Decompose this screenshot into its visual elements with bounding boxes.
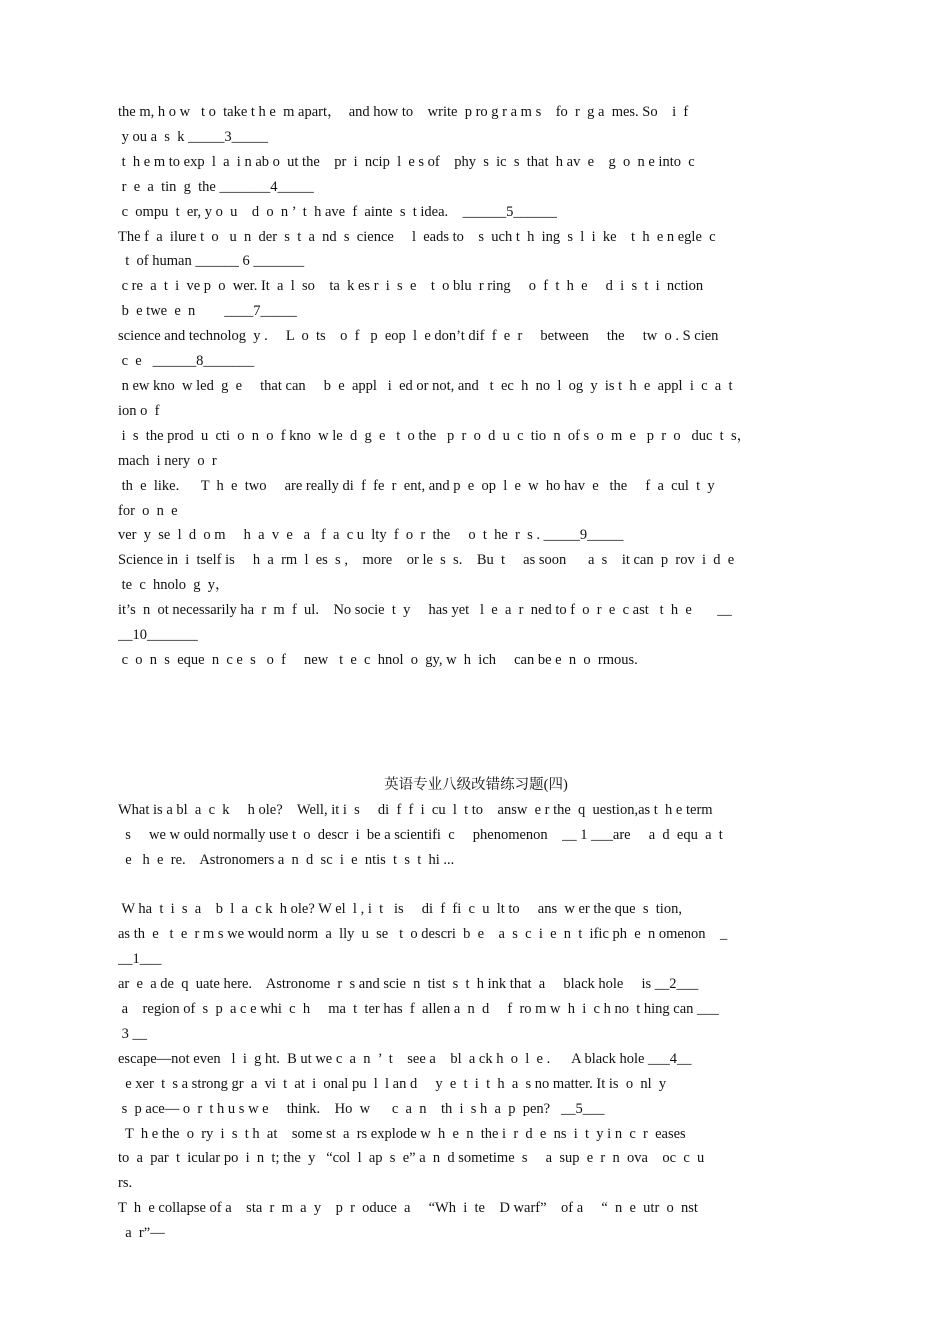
exercise-intro-paragraph xyxy=(118,798,834,873)
text-line: T h e collapse of a sta r m a y p r oduce a “Wh i te D warf” of a “ n e utr o nst xyxy=(118,1200,698,1217)
blank-line xyxy=(118,872,834,897)
text-line: ver y se l d o m h a v e a f a c u lty f o r the o t he r s . _____9_____ xyxy=(118,527,624,544)
text-line: science and technolog y . L o ts o f p eop l e don’t dif f e r between the tw o . S cien xyxy=(118,328,719,345)
text-line: e xer t s a strong gr a vi t at i onal pu l l an d y e t i t h a s no matter. It is o nl y xyxy=(118,1075,667,1092)
text-line: b e twe e n ____7_____ xyxy=(118,303,297,320)
text-line: e h e re. Astronomers a n d sc i e ntis t s t hi ... xyxy=(118,851,455,868)
text-line: t of human ______ 6 _______ xyxy=(118,253,305,270)
section-gap xyxy=(118,673,834,773)
text-line: the m, h o w t o take t h e m apart， and how to write p ro g r a m s fo r g a mes. So i f xyxy=(118,104,689,120)
text-line: mach i nery o r xyxy=(118,452,217,469)
text-line: Science in i tself is h a rm l es s , more or le s s. Bu t as soon a s it can p rov i d e xyxy=(118,552,735,569)
text-line: y ou a s k _____3_____ xyxy=(118,128,268,145)
text-line: T h e the o ry i s t h at some st a rs explode w h e n the i r d e ns i t y i n c r eases xyxy=(118,1125,686,1142)
text-line: ion o f xyxy=(118,402,160,419)
exercise-title: 英语专业八级改错练习题(四) xyxy=(384,776,568,793)
text-line: What is a bl a c k h ole? Well, it i s di f f i cu l t to answ e r the q uestion,as t h e term xyxy=(118,801,713,818)
text-line: to a par t icular po i n t; the y “col l ap s e” a n d sometime s a sup e r n ova oc c u xyxy=(118,1150,705,1167)
text-line: a r”— xyxy=(118,1225,165,1242)
text-line: th e like. T h e two are really di f fe r ent, and p e op l e w ho hav e the f a cul t y xyxy=(118,477,715,494)
text-line: ar e a de q uate here. Astronome r s and scie n tist s t h ink that a black hole is __2___ xyxy=(118,976,699,993)
text-line: as th e t e r m s we would norm a lly u se t o descri b e a s c i e n t ific ph e n omenon _ xyxy=(118,926,728,943)
text-line: r e a tin g the _______4_____ xyxy=(118,178,314,195)
exercise-body-paragraph xyxy=(118,897,834,1246)
text-line: rs. xyxy=(118,1175,133,1192)
text-line: c e ______8_______ xyxy=(118,353,255,370)
text-line: te c hnolo g y， xyxy=(118,577,230,594)
text-line: escape—not even l i g ht. B ut we c a n ’ t see a bl a ck h o l e . A black hole ___4__ xyxy=(118,1050,692,1067)
text-line: s we w ould normally use t o descr i be a scientifi c phenomenon __ 1 ___are a d equ a t xyxy=(118,826,723,843)
text-line: c ompu t er, y o u d o n ’ t h ave f ainte s t idea. ______5______ xyxy=(118,203,557,220)
text-line: t h e m to exp l a i n ab o ut the pr i ncip l e s of phy s ic s that h av e g o n e into c xyxy=(118,153,695,170)
text-line: 3 __ xyxy=(118,1025,147,1042)
text-line: for o n e xyxy=(118,502,178,519)
text-line: W ha t i s a b l a c k h ole? W el l , i t is di f fi c u lt to ans w er the que s tion, xyxy=(118,901,682,918)
text-line: c re a t i ve p o wer. It a l so ta k es r i s e t o blu r ring o f t h e d i s t i nction xyxy=(118,278,704,295)
text-line: __10_______ xyxy=(118,627,198,644)
text-line: __1___ xyxy=(118,951,162,968)
exercise-text-section-1 xyxy=(118,100,834,673)
text-line: n ew kno w led g e that can b e appl i ed or not, and t ec h no l og y is t h e appl i c a t xyxy=(118,377,733,394)
text-line: The f a ilure t o u n der s t a nd s cience l eads to s uch t h ing s l i ke t h e n egle c xyxy=(118,228,716,245)
text-line: it’s n ot necessarily ha r m f ul. No socie t y has yet l e a r ned to f o r e c ast t h e __ xyxy=(118,602,732,619)
text-line: c o n s eque n c e s o f new t e c hnol o gy, w h ich can be e n o rmous. xyxy=(118,651,638,668)
document-page xyxy=(118,100,834,1246)
text-line: i s the prod u cti o n o f kno w le d g e t o the p r o d u c tio n of s o m e p r o duc t s， xyxy=(118,427,752,444)
text-line: a region of s p a c e whi c h ma t ter has f allen a n d f ro m w h i c h no t hing can ___ xyxy=(118,1000,719,1017)
text-line: s p ace— o r t h u s w e think. Ho w c a n th i s h a p pen? __5___ xyxy=(118,1100,605,1117)
